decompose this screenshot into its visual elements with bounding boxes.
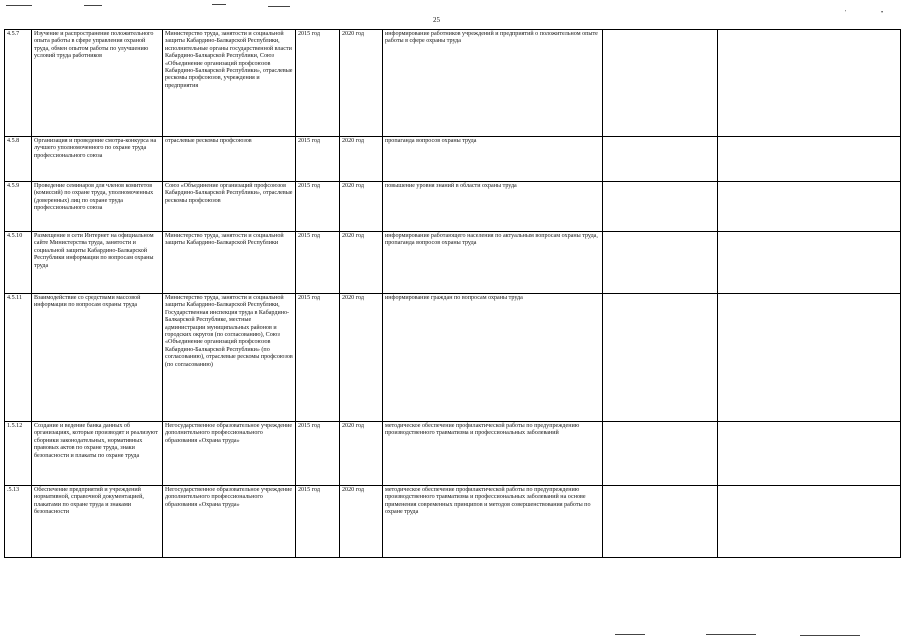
expected-result: методическое обеспечение профилактической работы по предупреждению производственного травматизма и профессиональных заболеваний — [383, 422, 603, 486]
expected-result: методическое обеспечение профилактической работы по предупреждению производственного травматизма и профессиональных заболеваний на основе применения современных принципов и методов совершенствования работы по охране труда — [383, 486, 603, 558]
end-year: 2020 год — [340, 137, 383, 182]
end-year: 2020 год — [340, 232, 383, 294]
table-body — [5, 30, 901, 558]
measure-name: Обеспечение предприятий и учреждений нормативной, справочной документацией, плакатами по охране труда и знаками безопасности — [32, 486, 163, 558]
empty-cell — [603, 486, 718, 558]
empty-cell — [718, 137, 901, 182]
row-number: 4.5.9 — [5, 182, 32, 232]
end-year: 2020 год — [340, 486, 383, 558]
executor: Министерство труда, занятости и социальной защиты Кабардино-Балкарской Республики, исполнительные органы государственной власти Кабардино-Балкарской Республики, Союз «Объединение организаций профсоюзов Кабардино-Балкарской Республики», отраслевые рескомы профсоюзов, учреждения и предприятия — [163, 30, 296, 137]
expected-result: пропаганда вопросов охраны труда — [383, 137, 603, 182]
row-number: 4.5.8 — [5, 137, 32, 182]
scan-artifact-line — [84, 5, 102, 6]
start-year: 2015 год — [296, 30, 340, 137]
start-year: 2015 год — [296, 422, 340, 486]
start-year: 2015 год — [296, 232, 340, 294]
table-row — [5, 422, 901, 486]
table-row — [5, 232, 901, 294]
start-year: 2015 год — [296, 486, 340, 558]
measure-name: Размещение в сети Интернет на официальном сайте Министерства труда, занятости и социальной защиты Кабардино-Балкарской Республики информации по вопросам охраны труда — [32, 232, 163, 294]
empty-cell — [603, 137, 718, 182]
empty-cell — [718, 294, 901, 422]
end-year: 2020 год — [340, 30, 383, 137]
measure-name: Взаимодействие со средствами массовой информации по вопросам охраны труда — [32, 294, 163, 422]
empty-cell — [603, 422, 718, 486]
measure-name: Изучение и распространение положительного опыта работы в сфере управления охраной труда, обмен опытом работы по улучшению условий труда работников — [32, 30, 163, 137]
expected-result: информирование граждан по вопросам охраны труда — [383, 294, 603, 422]
executor: Негосударственное образовательное учреждение дополнительного профессионального образования «Охрана труда» — [163, 486, 296, 558]
scan-artifact-line — [268, 6, 290, 7]
page-number: 25 — [433, 16, 440, 24]
table-row — [5, 182, 901, 232]
executor: Союз «Объединение организаций профсоюзов Кабардино-Балкарской Республики», отраслевые рескомы профсоюзов — [163, 182, 296, 232]
empty-cell — [603, 232, 718, 294]
executor: Негосударственное образовательное учреждение дополнительного профессионального образования «Охрана труда» — [163, 422, 296, 486]
end-year: 2020 год — [340, 294, 383, 422]
row-number: 4.5.7 — [5, 30, 32, 137]
table-row — [5, 486, 901, 558]
empty-cell — [603, 182, 718, 232]
empty-cell — [718, 182, 901, 232]
executor: отраслевые рескомы профсоюзов — [163, 137, 296, 182]
expected-result: информирование работающего населения по актуальным вопросам охраны труда, пропаганда вопросов охраны труда — [383, 232, 603, 294]
scan-artifact-line — [706, 634, 756, 635]
table-row — [5, 137, 901, 182]
end-year: 2020 год — [340, 182, 383, 232]
measure-name: Проведение семинаров для членов комитетов (комиссий) по охране труда, уполномоченных (доверенных) лиц по охране труда профессионального союза — [32, 182, 163, 232]
scan-artifact-line — [800, 635, 860, 636]
row-number: 4.5.10 — [5, 232, 32, 294]
scan-artifact-line — [212, 4, 226, 5]
executor: Министерство труда, занятости и социальной защиты Кабардино-Балкарской Республики, Государственная инспекция труда в Кабардино-Балкарской Республике, местные администрации муниципальных районов и городских округов (по согласованию), Союз «Объединение организаций профсоюзов Кабардино-Балкарской Республики» (по согласованию), отраслевые рескомы профсоюзов (по согласованию) — [163, 294, 296, 422]
empty-cell — [603, 30, 718, 137]
expected-result: повышение уровня знаний в области охраны труда — [383, 182, 603, 232]
scan-artifact-line — [615, 634, 645, 635]
scan-artifact-line — [6, 5, 32, 6]
empty-cell — [603, 294, 718, 422]
table-row — [5, 294, 901, 422]
measure-name: Организация и проведение смотра-конкурса на лучшего уполномоченного по охране труда профессионального союза — [32, 137, 163, 182]
end-year: 2020 год — [340, 422, 383, 486]
corner-mark: • — [881, 10, 884, 16]
empty-cell — [718, 422, 901, 486]
table-row — [5, 30, 901, 137]
start-year: 2015 год — [296, 294, 340, 422]
start-year: 2015 год — [296, 137, 340, 182]
expected-result: информирование работников учреждений и предприятий о положительном опыте работы в сфере охраны труда — [383, 30, 603, 137]
measures-table — [4, 29, 901, 558]
empty-cell — [718, 232, 901, 294]
row-number: 4.5.11 — [5, 294, 32, 422]
row-number: 1.5.12 — [5, 422, 32, 486]
executor: Министерство труда, занятости и социальной защиты Кабардино-Балкарской Республики — [163, 232, 296, 294]
start-year: 2015 год — [296, 182, 340, 232]
measure-name: Создание и ведение банка данных об организациях, которые производят и реализуют сборники законодательных, нормативных правовых актов по охране труда, знаки безопасности и плакаты по охране труда — [32, 422, 163, 486]
corner-mark: ′ — [845, 10, 847, 16]
row-number: .5.13 — [5, 486, 32, 558]
empty-cell — [718, 486, 901, 558]
empty-cell — [718, 30, 901, 137]
